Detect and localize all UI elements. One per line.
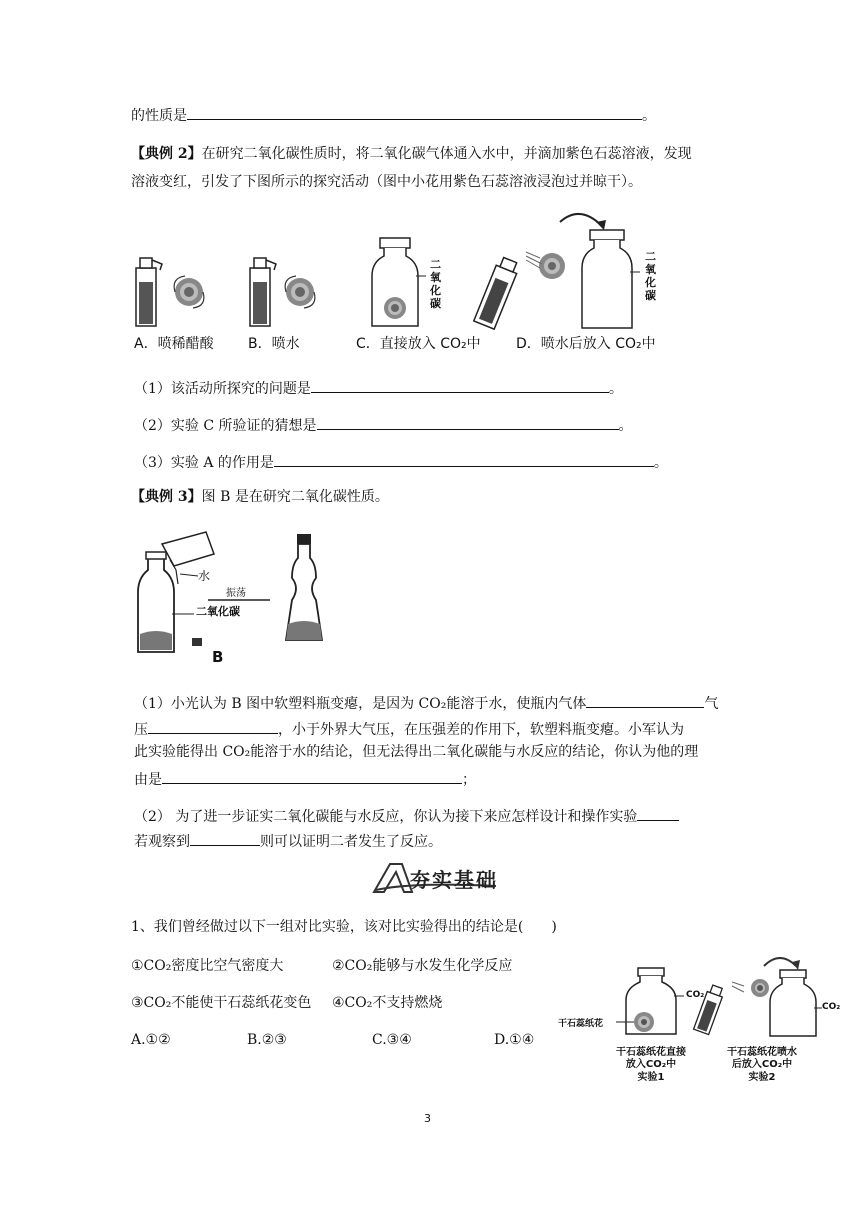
ex3-p2-line1: [134, 804, 679, 827]
q1-exp2-name: 实验2: [748, 1072, 776, 1083]
fig-co2-label: 二氧化碳: [196, 605, 240, 618]
ex3-p1-a: （1）小光认为 B 图中软塑料瓶变瘪，是因为 CO₂能溶于水，使瓶内气体: [134, 696, 587, 712]
example2-q2: [134, 413, 633, 436]
prev-prefix: 的性质是: [131, 108, 187, 124]
fig-b-spray-bottle: [248, 250, 338, 330]
prev-answer-line: [131, 103, 656, 126]
answer-blank[interactable]: [190, 829, 260, 846]
q1-statement-2: [332, 956, 512, 976]
q1-exp1-jar: [622, 966, 682, 1036]
ex3-p2-b: 若观察到: [134, 834, 190, 850]
fig-a-spray-bottle: [134, 250, 224, 330]
q1-option-a[interactable]: A.①②: [131, 1032, 171, 1048]
example2-q1: [134, 376, 623, 399]
q1-exp2-spray-and-jar: [704, 952, 824, 1038]
ex3-p1-line3: [134, 742, 698, 762]
fig-b-letter: B: [212, 648, 224, 666]
ex3-p1-d: ，小于外界大气压，在压强差的作用下，软塑料瓶变瘪。小军认为: [278, 722, 684, 738]
q1-flower-label: 干石蕊纸花: [558, 1019, 604, 1029]
example2-line1: [131, 144, 692, 164]
answer-blank[interactable]: [311, 376, 609, 393]
q1-exp1-co2: CO₂: [686, 990, 705, 1000]
fig-d-label: D．喷水后放入 CO₂中: [516, 336, 656, 352]
ex3-p1-line2: [134, 717, 684, 740]
q1-exp1-caption2: 放入CO₂中: [625, 1059, 677, 1070]
fig-d-co2-label: 二氧化碳: [645, 250, 656, 302]
ex3-p2-a: （2） 为了进一步证实二氧化碳能与水反应，你认为接下来应怎样设计和操作实验: [134, 809, 638, 825]
ex3-p2-line2: [134, 829, 442, 852]
ex3-p1-f: 由是: [134, 772, 162, 788]
ex3-p1-g: ；: [462, 772, 476, 788]
q1-stem: [131, 917, 557, 937]
answer-blank[interactable]: [274, 450, 654, 467]
ex3-p1-line4: [134, 767, 476, 790]
ex3-p1-line1: [134, 691, 718, 714]
q1-option-c[interactable]: C.③④: [372, 1032, 412, 1048]
prev-suffix: 。: [642, 108, 656, 124]
fig-water-label: 水: [198, 569, 211, 583]
q1-exp1-name: 实验1: [637, 1072, 665, 1083]
q1-statement-3: [131, 993, 311, 1013]
q1-option-b[interactable]: B.②③: [247, 1032, 287, 1048]
period: 。: [653, 455, 668, 471]
q1-exp2-co2: CO₂: [822, 1002, 841, 1012]
q1-option-d[interactable]: D.①④: [494, 1032, 535, 1048]
example2-tag: 【典例 2】: [131, 146, 202, 162]
q1-s1: ①CO₂密度比空气密度大: [131, 958, 284, 974]
section-title: 夯实基础: [410, 868, 498, 892]
fig-shake-label: 振荡: [226, 588, 246, 599]
answer-blank[interactable]: [162, 767, 462, 784]
fig-c-co2-label: 二氧化碳: [430, 258, 441, 310]
q1-exp1-caption1: 干石蕊纸花直接: [616, 1047, 686, 1058]
answer-blank[interactable]: [148, 717, 278, 734]
example2-text2: 溶液变红，引发了下图所示的探究活动（图中小花用紫色石蕊溶液浸泡过并晾干）。: [131, 174, 642, 190]
q1-statement-4: [332, 993, 442, 1013]
period: 。: [608, 381, 623, 397]
example3-tag: 【典例 3】: [131, 489, 202, 505]
answer-blank[interactable]: [637, 804, 679, 821]
answer-blank[interactable]: [187, 103, 642, 120]
q1-stem-text: 1、我们曾经做过以下一组对比实验，该对比实验得出的结论是( ): [131, 919, 557, 935]
fig-a-label: A．喷稀醋酸: [134, 336, 214, 352]
ex2-q2-text: （2）实验 C 所验证的猜想是: [134, 418, 317, 434]
example3-line: [131, 487, 389, 507]
fig-c-label: C．直接放入 CO₂中: [356, 336, 481, 352]
q1-statement-1: [131, 956, 283, 976]
q1-s4: ④CO₂不支持燃烧: [332, 995, 443, 1011]
example2-q3: [134, 450, 668, 473]
section-banner: [372, 860, 502, 896]
fig-b-label: B．喷水: [248, 336, 300, 352]
ex3-p1-c: 压: [134, 722, 148, 738]
ex2-q1-text: （1）该活动所探究的问题是: [134, 381, 311, 397]
ex3-p2-c: 则可以证明二者发生了反应。: [260, 834, 442, 850]
q1-s3: ③CO₂不能使干石蕊纸花变色: [131, 995, 312, 1011]
answer-blank[interactable]: [317, 413, 619, 430]
fig-d-spray-and-jar: [490, 208, 670, 332]
ex2-q3-text: （3）实验 A 的作用是: [134, 455, 274, 471]
ex3-p1-e: 此实验能得出 CO₂能溶于水的结论，但无法得出二氧化碳能与水反应的结论，你认为他的理: [134, 744, 699, 760]
example2-line2: [131, 172, 642, 192]
ex3-p1-b: 气: [704, 696, 719, 712]
period: 。: [618, 418, 633, 434]
example2-text1: 在研究二氧化碳性质时，将二氧化碳气体通入水中，并滴加紫色石蕊溶液，发现: [201, 146, 692, 162]
q1-exp2-caption1: 干石蕊纸花喷水: [727, 1047, 797, 1058]
page-number: 3: [424, 1112, 431, 1125]
q1-exp2-caption2: 后放入CO₂中: [731, 1059, 793, 1070]
example3-text: 图 B 是在研究二氧化碳性质。: [201, 489, 389, 505]
q1-s2: ②CO₂能够与水发生化学反应: [332, 958, 513, 974]
answer-blank[interactable]: [586, 691, 704, 708]
